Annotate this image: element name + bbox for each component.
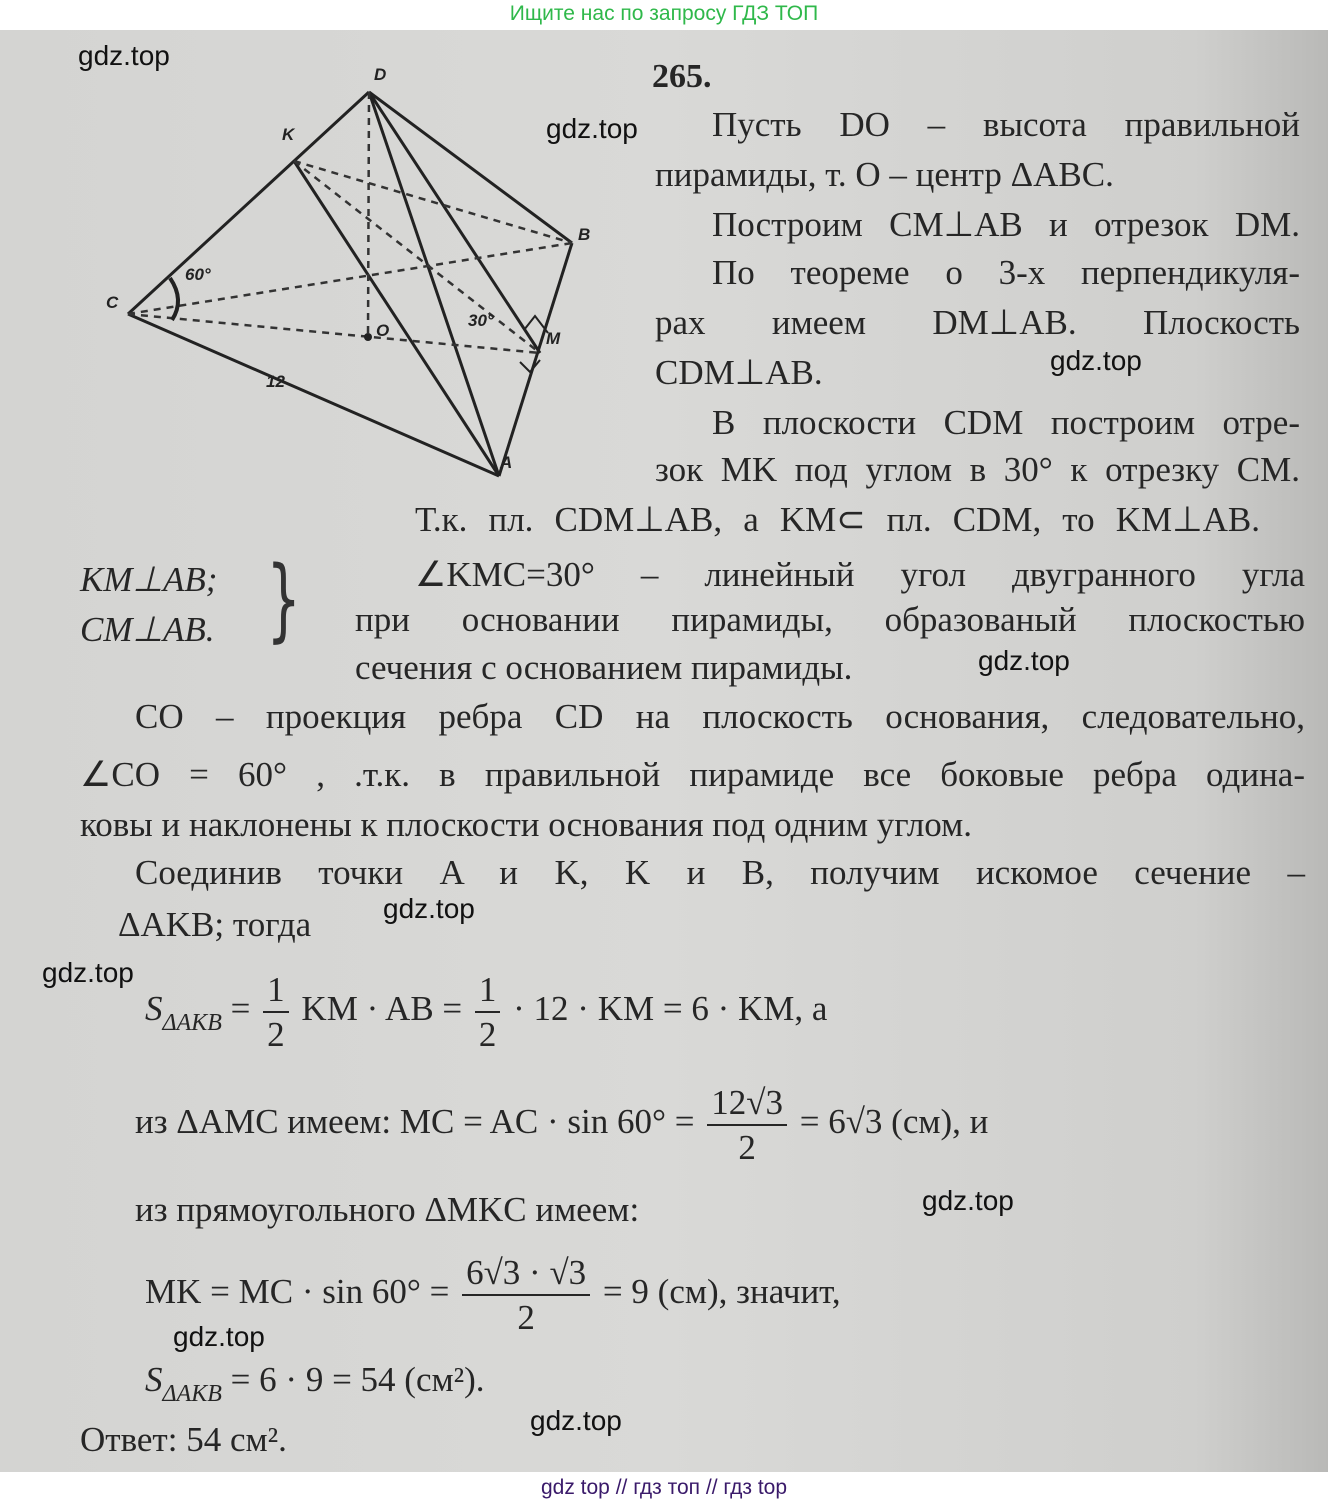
formula-part: = 6 · 9 = 54 (см²). [230,1360,485,1399]
formula-mc [135,1085,988,1165]
text-line: Построим CM⊥AB и отрезок DM. [712,205,1300,244]
formula-subscript: ΔAKB [162,1381,222,1407]
text-line: из прямоугольного ΔMKC имеем: [135,1190,640,1229]
text-line: сечения с основанием пирамиды. [355,648,853,687]
label-c: C [106,293,119,312]
text-line: ΔAKB; тогда [118,905,312,944]
text-line: В плоскости CDM построим отре- [712,403,1300,442]
point-o [364,333,372,341]
text-line: Т.к. пл. CDM⊥AB, а KM⊂ пл. CDM, то KM⊥AB. [415,500,1260,539]
watermark: gdz.top [173,1321,265,1352]
edge-cd [128,92,369,314]
formula-part: · 12 · KM = 6 · KM, а [513,989,828,1029]
denominator: 2 [478,1015,497,1054]
label-a: A [500,453,513,472]
watermark: gdz.top [546,113,638,144]
formula-area-2 [145,1362,485,1406]
formula-part: = 9 (см), значит, [602,1272,841,1312]
edge-ca [128,314,499,476]
text-line: CO – проекция ребра CD на плоскость основания, следовательно, [135,697,1305,736]
formula-subscript: ΔAKB [162,1010,222,1037]
bottom-banner: gdz top // гдз топ // гдз top [0,1472,1328,1505]
segment-kb-hidden [294,161,572,243]
watermark: gdz.top [1050,345,1142,376]
formula-part: S [145,989,163,1029]
formula-part: S [145,1360,163,1399]
problem-number: 265. [652,58,712,95]
label-o: O [376,321,390,340]
text-line: ковы и наклонены к плоскости основания под одним углом. [80,805,973,844]
text-line: рах имеем DM⊥AB. Плоскость [655,303,1300,342]
system-line: CM⊥AB. [80,610,215,649]
text-line: зок MK под углом в 30° к отрезку CM. [655,450,1300,489]
text-line: Соединив точки A и K, K и B, получим искомое сечение – [135,853,1305,892]
formula-part: = 6√3 (см), и [799,1102,989,1142]
numerator: 1 [475,972,501,1013]
label-k: K [282,125,295,144]
watermark: gdz.top [78,40,170,71]
fraction [263,972,289,1052]
watermark: gdz.top [922,1185,1014,1216]
angle-label-30: 30° [468,311,494,330]
fraction [475,972,501,1052]
text-line: Пусть DO – высота правильной [712,105,1300,144]
system-line: KM⊥AB; [80,560,218,599]
denominator: 2 [267,1015,285,1054]
angle-label-60: 60° [185,265,211,284]
edge-db [369,92,572,243]
numerator: 1 [263,972,289,1013]
text-line: ∠CO = 60° , .т.к. в правильной пирамиде все боковые ребра одина- [80,755,1305,794]
numerator: 6√3 · √3 [462,1255,590,1296]
label-d: D [374,65,387,84]
text-line: CDM⊥AB. [655,353,823,392]
formula-part: MK = MC · sin 60° = [145,1272,450,1312]
segment-km-hidden [294,161,540,353]
edge-ba [499,243,572,476]
watermark: gdz.top [383,893,475,924]
edge-da [369,92,499,476]
numerator: 12√3 [707,1085,787,1126]
text-line: ∠KMC=30° – линейный угол двугранного угла [415,555,1305,594]
denominator: 2 [738,1128,756,1167]
text-line: По теореме о 3-х перпендикуля- [712,253,1300,292]
formula-part: = [230,989,251,1029]
text-line: пирамиды, т. O – центр ΔABC. [655,155,1114,194]
side-label-12: 12 [266,372,285,391]
fraction [462,1255,590,1335]
text-line: при основании пирамиды, образованый плоскостью [355,600,1305,639]
height-do [368,92,369,337]
watermark: gdz.top [978,645,1070,676]
denominator: 2 [517,1298,535,1337]
watermark: gdz.top [42,957,134,988]
pyramid-diagram [0,0,640,500]
formula-area-1 [145,972,827,1052]
formula-part: из ΔAMC имеем: MC = AC · sin 60° = [135,1102,695,1142]
fraction [707,1085,787,1165]
angle-arc-c [170,278,178,320]
label-m: M [546,329,561,348]
watermark: gdz.top [530,1405,622,1436]
brace-icon: } [266,547,301,652]
top-banner: Ищите нас по запросу ГДЗ ТОП [0,0,1328,30]
formula-part: KM · AB = [301,989,463,1029]
answer: Ответ: 54 см². [80,1420,287,1459]
label-b: B [578,225,591,244]
